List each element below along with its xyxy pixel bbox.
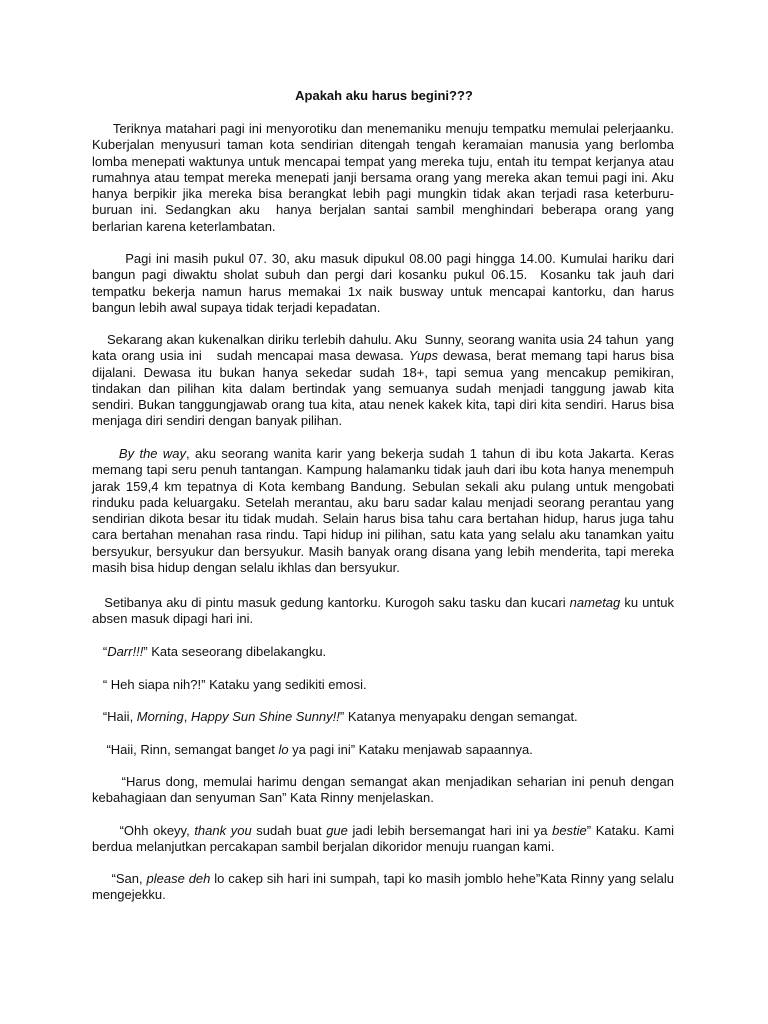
text-segment: , aku seorang wanita karir yang bekerja sudah 1 tahun di ibu kota Jakarta. Keras memang tapi seru penuh tantangan. Kampung halamanku tidak jauh dari ibu kota hanya menempuh jarak 159,4 km tepatnya di Kota kembang Bandung. Sebulan sekali aku pulang untuk mengobati rinduku pada keluargaku. Setelah merantau, aku baru sadar kalau menjadi seorang perantau yang sendirian dikota besar itu tidak mudah. Selain harus bisa tahu cara bertahan hidup, harus juga tahu cara bertahan menahan rasa rindu. Tapi hidup ini pilihan, satu kata yang selalu aku tanamkan yaitu bersyukur, bersyukur dan bersyukur. Masih banyak orang disana yang lebih menderita, tapi mereka masih bisa hidup dengan selalu ikhlas dan bersyukur. [92, 446, 678, 576]
paragraph [92, 644, 674, 660]
text-segment: sudah buat [251, 823, 327, 838]
text-segment: “ Heh siapa nih?!” Kataku yang sedikiti emosi. [92, 677, 367, 692]
text-segment: ku untuk absen masuk dipagi hari ini. [92, 595, 678, 627]
text-segment [92, 446, 119, 461]
italic-text: please deh [146, 871, 211, 886]
text-segment: ya pagi ini” Kataku menjawab sapaannya. [288, 742, 533, 757]
text-segment: ” Kataku. Kami berdua melanjutkan percakapan sambil berjalan dikoridor menuju ruangan kami. [92, 823, 678, 855]
text-segment: Setibanya aku di pintu masuk gedung kantorku. Kurogoh saku tasku dan kucari [92, 595, 570, 610]
italic-text: gue [326, 823, 348, 838]
paragraph [92, 709, 674, 725]
text-segment: “San, [92, 871, 147, 886]
text-segment: ” Katanya menyapaku dengan semangat. [339, 709, 578, 724]
italic-text: Happy Sun Shine Sunny!! [191, 709, 340, 724]
italic-text: By the way [118, 446, 187, 461]
paragraph [92, 823, 678, 856]
text-segment: dewasa, berat memang tapi harus bisa dijalani. Dewasa itu bukan hanya sekedar sudah 18+, tapi semua yang mencakup pemikiran, tindakan dan pilihan kita dalam bertindak yang semuanya sudah menjadi tanggung jawab kita sendiri. Bukan tanggungjawab orang tua kita, atau nenek kakek kita, tapi diri kita sendiri. Harus bisa menjaga diri sendiri dengan banyak pilihan. [92, 348, 678, 429]
paragraph [92, 871, 678, 904]
text-segment: Sekarang akan kukenalkan diriku terlebih dahulu. Aku Sunny, seorang wanita usia 24 tahun yang kata orang usia ini sudah mencapai masa dewasa. [92, 332, 678, 364]
document-title: Apakah aku harus begini??? [295, 88, 473, 103]
paragraph [92, 121, 678, 235]
paragraph [92, 251, 678, 316]
text-segment: “Haii, Rinn, semangat banget [92, 742, 279, 757]
text-segment: “Harus dong, memulai harimu dengan semangat akan menjadikan seharian ini penuh dengan kebahagiaan dan senyuman San” Kata Rinny menjelaskan. [92, 774, 678, 806]
text-segment: lo cakep sih hari ini sumpah, tapi ko masih jomblo hehe”Kata Rinny yang selalu mengejekku. [92, 871, 678, 903]
text-segment: “Haii, [92, 709, 137, 724]
paragraph [92, 677, 674, 693]
text-segment: Pagi ini masih pukul 07. 30, aku masuk dipukul 08.00 pagi hingga 14.00. Kumulai hariku dari bangun pagi diwaktu sholat subuh dan pergi dari kosanku pukul 06.15. Kosanku tak jauh dari tempatku bekerja namun harus memakai 1x naik busway untuk mencapai kantorku, dan harus bangun lebih awal supaya tidak terjadi kepadatan. [92, 251, 678, 315]
italic-text: Darr!!! [107, 644, 144, 659]
italic-text: bestie [552, 823, 587, 838]
text-segment: jadi lebih bersemangat hari ini ya [347, 823, 553, 838]
italic-text: lo [278, 742, 289, 757]
paragraph [92, 742, 674, 758]
text-segment: “Ohh okeyy, [92, 823, 195, 838]
text-segment: “ [92, 644, 108, 659]
italic-text: nametag [569, 595, 621, 610]
paragraph [92, 332, 678, 430]
text-segment: , [183, 709, 191, 724]
paragraph [92, 774, 678, 807]
paragraph [92, 595, 678, 628]
paragraph [92, 446, 678, 576]
italic-text: Yups [408, 348, 438, 364]
text-segment: ” Kata seseorang dibelakangku. [143, 644, 327, 659]
italic-text: Morning [136, 709, 184, 724]
text-segment: Teriknya matahari pagi ini menyorotiku dan menemaniku menuju tempatku memulai pelerjaanku. Kuberjalan menyusuri taman kota sendirian ditengah tengah keramaian manusia yang berlomba lomba menepati waktunya untuk mencapai tempat yang mereka tuju, entah itu tempat kerjanya atau rumahnya atau tempat mereka menepati janji bersama orang yang mereka akan temui pagi ini. Aku hanya berpikir jika mereka bisa berangkat lebih pagi mungkin tidak akan terjadi rasa keterburu-buruan ini. Sedangkan aku hanya berjalan santai sambil menghindari beberapa orang yang berlarian karena keterlambatan. [92, 121, 678, 234]
italic-text: thank you [194, 823, 252, 838]
